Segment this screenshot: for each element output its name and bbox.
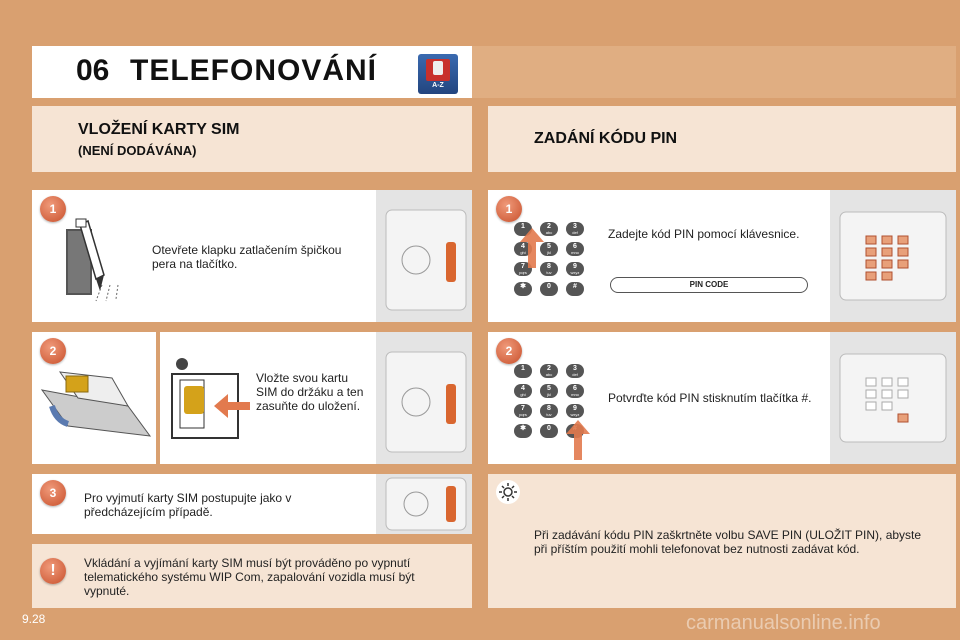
right-step-2-text: Potvrďte kód PIN stisknutím tlačítka #. <box>608 391 812 405</box>
sim-holder-illustration <box>168 350 250 450</box>
warning-icon: ! <box>40 558 66 584</box>
left-step-2-text: Vložte svou kartu SIM do držáku a ten zasuňte do uložení. <box>256 371 364 413</box>
keypad-key[interactable]: 7 pqrs <box>514 404 532 418</box>
phone-keypad-thumb-1 <box>830 190 956 322</box>
keypad-key[interactable]: 2 abc <box>540 364 558 378</box>
keypad-key[interactable]: 9 wxyz <box>566 404 584 418</box>
chapter-number: 06 <box>76 54 110 87</box>
right-step-1-text: Zadejte kód PIN pomocí klávesnice. <box>608 227 800 241</box>
sim-tray-illustration <box>38 366 154 446</box>
radio-panel-thumb-1 <box>376 190 472 322</box>
left-step-3-text: Pro vyjmutí karty SIM postupujte jako v předcházejícím případě. <box>84 491 292 519</box>
left-step-3-badge: 3 <box>40 480 66 506</box>
right-step-2-badge: 2 <box>496 338 522 364</box>
left-heading-band <box>32 106 472 172</box>
keypad-key[interactable]: 3 def <box>566 222 584 236</box>
keypad-key[interactable]: 8 tuv <box>540 262 558 276</box>
phone-keypad-thumb-2 <box>830 332 956 464</box>
radio-panel-thumb-2 <box>376 332 472 464</box>
keypad-key[interactable]: 1 <box>514 364 532 378</box>
left-step-1-text: Otevřete klapku zatlačením špičkou pera na tlačítko. <box>152 243 342 271</box>
watermark: carmanualsonline.info <box>686 612 881 634</box>
keypad-key[interactable]: 5 jkl <box>540 242 558 256</box>
left-heading: VLOŽENÍ KARTY SIM <box>78 121 240 138</box>
keypad-key[interactable]: 6 mno <box>566 242 584 256</box>
keypad-key[interactable]: 9 wxyz <box>566 262 584 276</box>
keypad-key[interactable]: 5 jkl <box>540 384 558 398</box>
keypad-key[interactable]: 4 ghi <box>514 242 532 256</box>
pin-code-field[interactable]: PIN CODE <box>610 277 808 293</box>
keypad-key[interactable]: 0 <box>540 282 558 296</box>
page-number: 9.28 <box>22 612 46 626</box>
keypad-key[interactable]: 0 <box>540 424 558 438</box>
sim-flap-illustration <box>60 215 140 305</box>
keypad-key[interactable]: # <box>566 282 584 296</box>
page-title: TELEFONOVÁNÍ <box>130 54 378 87</box>
keypad-key[interactable]: ✱ <box>514 424 532 438</box>
keypad-key[interactable]: 1 <box>514 222 532 236</box>
left-step-2-badge: 2 <box>40 338 66 364</box>
right-heading: ZADÁNÍ KÓDU PIN <box>534 130 678 147</box>
keypad-key[interactable]: 6 mno <box>566 384 584 398</box>
left-step-1-badge: 1 <box>40 196 66 222</box>
tip-text: Při zadávání kódu PIN zaškrtněte volbu SAVE PIN (ULOŽIT PIN), abyste při příštím použití mohli telefonovat bez nutnosti zadávat kód. <box>534 528 922 556</box>
up-arrow-hash-icon <box>566 420 590 460</box>
right-step-1-badge: 1 <box>496 196 522 222</box>
keypad-key[interactable]: 3 def <box>566 364 584 378</box>
header-band-right <box>472 46 956 98</box>
keypad-key[interactable]: ✱ <box>514 282 532 296</box>
radio-panel-thumb-3 <box>376 474 472 534</box>
keypad-key[interactable]: 7 pqrs <box>514 262 532 276</box>
keypad-key[interactable]: 2 abc <box>540 222 558 236</box>
keypad-key[interactable]: 8 tuv <box>540 404 558 418</box>
phone-book-icon <box>418 54 458 94</box>
keypad-key[interactable]: 4 ghi <box>514 384 532 398</box>
up-arrow-icon <box>520 228 544 268</box>
warning-text: Vkládání a vyjímání karty SIM musí být prováděno po vypnutí telematického systému WIP Com, zapalování vozidla musí být vypnuté. <box>84 556 415 598</box>
tip-icon <box>496 480 520 504</box>
left-subheading: (NENÍ DODÁVÁNA) <box>78 143 197 158</box>
icon-label: A-Z <box>432 82 444 89</box>
